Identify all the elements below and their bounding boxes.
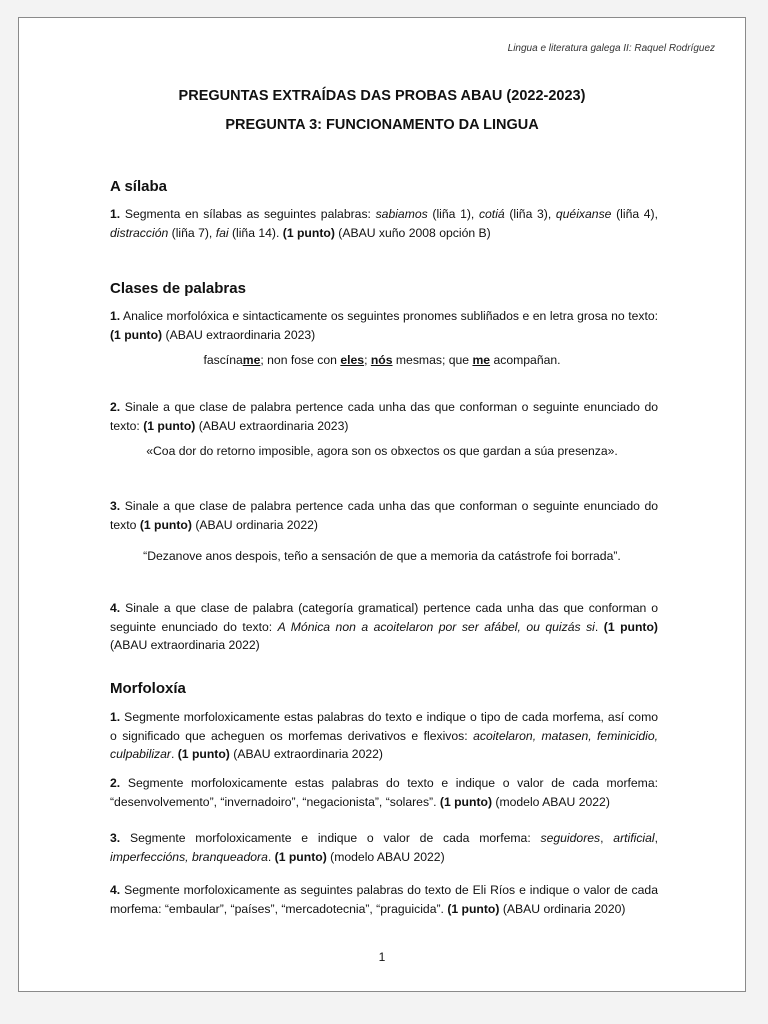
question-morfoloxia-2: 2. Segmente morfoloxicamente estas palabras do texto e indique o valor de cada morfema: “desenvolvemento”, “invernadoiro”, “negacionista”, “solares”. (1 punto) (modelo ABAU 2022) — [110, 776, 658, 809]
document-subtitle: PREGUNTA 3: FUNCIONAMENTO DA LINGUA — [225, 117, 539, 133]
question-morfoloxia-4: 4. Segmente morfoloxicamente as seguintes palabras do texto de Eli Ríos e indique o valor de cada morfema: “embaular”, “países”, “mercadotecnia”, “praguicida”. (1 punto) (ABAU ordinaria 2020) — [110, 883, 658, 916]
section-heading-morfoloxia: Morfoloxía — [110, 680, 186, 697]
question-clases-3: 3. Sinale a que clase de palabra pertence cada unha das que conforman o seguinte enunciado do texto (1 punto) (ABAU ordinaria 2022) — [110, 499, 658, 532]
section-heading-silaba: A sílaba — [110, 178, 167, 195]
section-heading-clases: Clases de palabras — [110, 280, 246, 297]
question-morfoloxia-3: 3. Segmente morfoloxicamente e indique o valor de cada morfema: seguidores, artificial, imperfeccións, branqueadora. (1 punto) (modelo ABAU 2022) — [110, 831, 658, 864]
question-clases-4: 4. Sinale a que clase de palabra (categoría gramatical) pertence cada unha das que conforman o seguinte enunciado do texto: A Mónica non a acoitelaron por ser afábel, ou quizás si. (1 punto) (ABAU extraordinaria 2022) — [110, 601, 658, 652]
question-clases-2: 2. Sinale a que clase de palabra pertence cada unha das que conforman o seguinte enunciado do texto: (1 punto) (ABAU extraordinaria 2023) — [110, 400, 658, 433]
document-page — [18, 17, 746, 992]
running-header: Lingua e literatura galega II: Raquel Rodríguez — [507, 43, 715, 54]
quote-clases-2: «Coa dor do retorno imposible, agora son os obxectos os que gardan a súa presenza». — [146, 444, 618, 458]
question-silaba-1: 1. Segmenta en sílabas as seguintes palabras: sabiamos (liña 1), cotiá (liña 3), quéixanse (liña 4), distracción (liña 7), fai (liña 14). (1 punto) (ABAU xuño 2008 opción B) — [110, 207, 658, 240]
question-clases-1: 1. Analice morfolóxica e sintacticamente os seguintes pronomes subliñados e en letra grosa no texto: (1 punto) (ABAU extraordinaria 2023) — [110, 309, 658, 342]
page-number: 1 — [378, 950, 386, 964]
question-morfoloxia-1: 1. Segmente morfoloxicamente estas palabras do texto e indique o tipo de cada morfema, así como o significado que acheguen os morfemas derivativos e flexivos: acoitelaron, matasen, feminicidio, culpabilizar. (1 punto) (ABAU extraordinaria 2022) — [110, 710, 659, 761]
example-sentence-clases-1: fascíname; non fose con eles; nós mesmas; que me acompañan. — [203, 353, 561, 367]
document-title: PREGUNTAS EXTRAÍDAS DAS PROBAS ABAU (2022-2023) — [178, 88, 586, 104]
quote-clases-3: “Dezanove anos despois, teño a sensación de que a memoria da catástrofe foi borrada”. — [143, 549, 621, 563]
